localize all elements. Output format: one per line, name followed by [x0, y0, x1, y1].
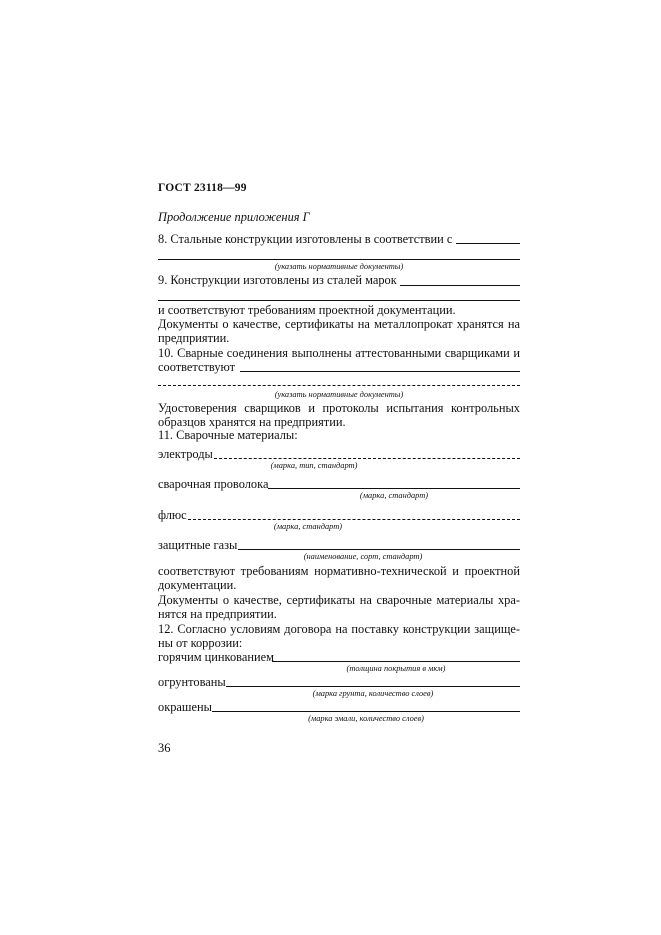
item-11-line-3: Документы о качестве, сертификаты на сварочные материалы хра-	[158, 593, 520, 607]
electrodes-fill-line	[214, 458, 520, 459]
item-10-line-2: соответствуют	[158, 360, 236, 374]
galvanizing-label: горячим цинкованием	[158, 650, 274, 664]
item-10-caption: (указать нормативные документы)	[274, 390, 404, 399]
flux-label: флюс	[158, 508, 187, 522]
painted-label: окрашены	[158, 700, 212, 714]
item-9-line-4: предприятии.	[158, 331, 230, 345]
painted-fill-line	[212, 711, 520, 712]
gases-caption: (наименование, сорт, стандарт)	[303, 552, 423, 561]
item-10-line-1: 10. Сварные соединения выполнены аттестованными сварщиками и	[158, 346, 520, 360]
primed-fill-line	[226, 686, 520, 687]
wire-caption: (марка, стандарт)	[359, 491, 429, 500]
appendix-continuation: Продолжение приложения Г	[158, 210, 310, 224]
wire-label: сварочная проволока	[158, 477, 269, 491]
item-9-fill-line	[400, 285, 520, 286]
item-8-text: 8. Стальные конструкции изготовлены в соответствии с	[158, 232, 453, 246]
item-8-fill-line-2	[158, 259, 520, 260]
wire-fill-line	[268, 488, 520, 489]
item-8-caption: (указать нормативные документы)	[274, 262, 404, 271]
electrodes-caption: (марка, тип, стандарт)	[270, 461, 358, 470]
gases-label: защитные газы	[158, 538, 238, 552]
flux-caption: (марка, стандарт)	[273, 522, 343, 531]
item-10-fill-line	[240, 371, 520, 372]
item-11-line-1: соответствуют требованиям нормативно-технической и проектной	[158, 564, 520, 578]
item-12-line-1: 12. Согласно условиям договора на поставку конструкции защище-	[158, 622, 520, 636]
primed-caption: (марка грунта, количество слоев)	[312, 689, 434, 698]
galvanizing-fill-line	[272, 661, 520, 662]
item-9-fill-line-2	[158, 300, 520, 301]
item-9-line-2: и соответствуют требованиям проектной документации.	[158, 303, 456, 317]
item-10-line-4: образцов хранятся на предприятии.	[158, 415, 346, 429]
electrodes-label: электроды	[158, 447, 213, 461]
item-10-line-3: Удостоверения сварщиков и протоколы испытания контрольных	[158, 401, 520, 415]
painted-caption: (марка эмали, количество слоев)	[308, 714, 424, 723]
galvanizing-caption: (толщина покрытия в мкм)	[346, 664, 446, 673]
item-11-line-2: документации.	[158, 578, 237, 592]
item-11-heading: 11. Сварочные материалы:	[158, 428, 298, 442]
item-12-line-2: ны от коррозии:	[158, 636, 243, 650]
item-11-line-4: нятся на предприятии.	[158, 607, 277, 621]
flux-fill-line	[188, 519, 520, 520]
item-8-fill-line	[456, 243, 520, 244]
primed-label: огрунтованы	[158, 675, 226, 689]
standard-code: ГОСТ 23118—99	[158, 182, 247, 194]
page-number: 36	[158, 741, 171, 755]
item-10-fill-line-2	[158, 385, 520, 386]
item-9-text: 9. Конструкции изготовлены из сталей марок	[158, 273, 397, 287]
item-9-line-3: Документы о качестве, сертификаты на металлопрокат хранятся на	[158, 317, 520, 331]
gases-fill-line	[238, 549, 520, 550]
